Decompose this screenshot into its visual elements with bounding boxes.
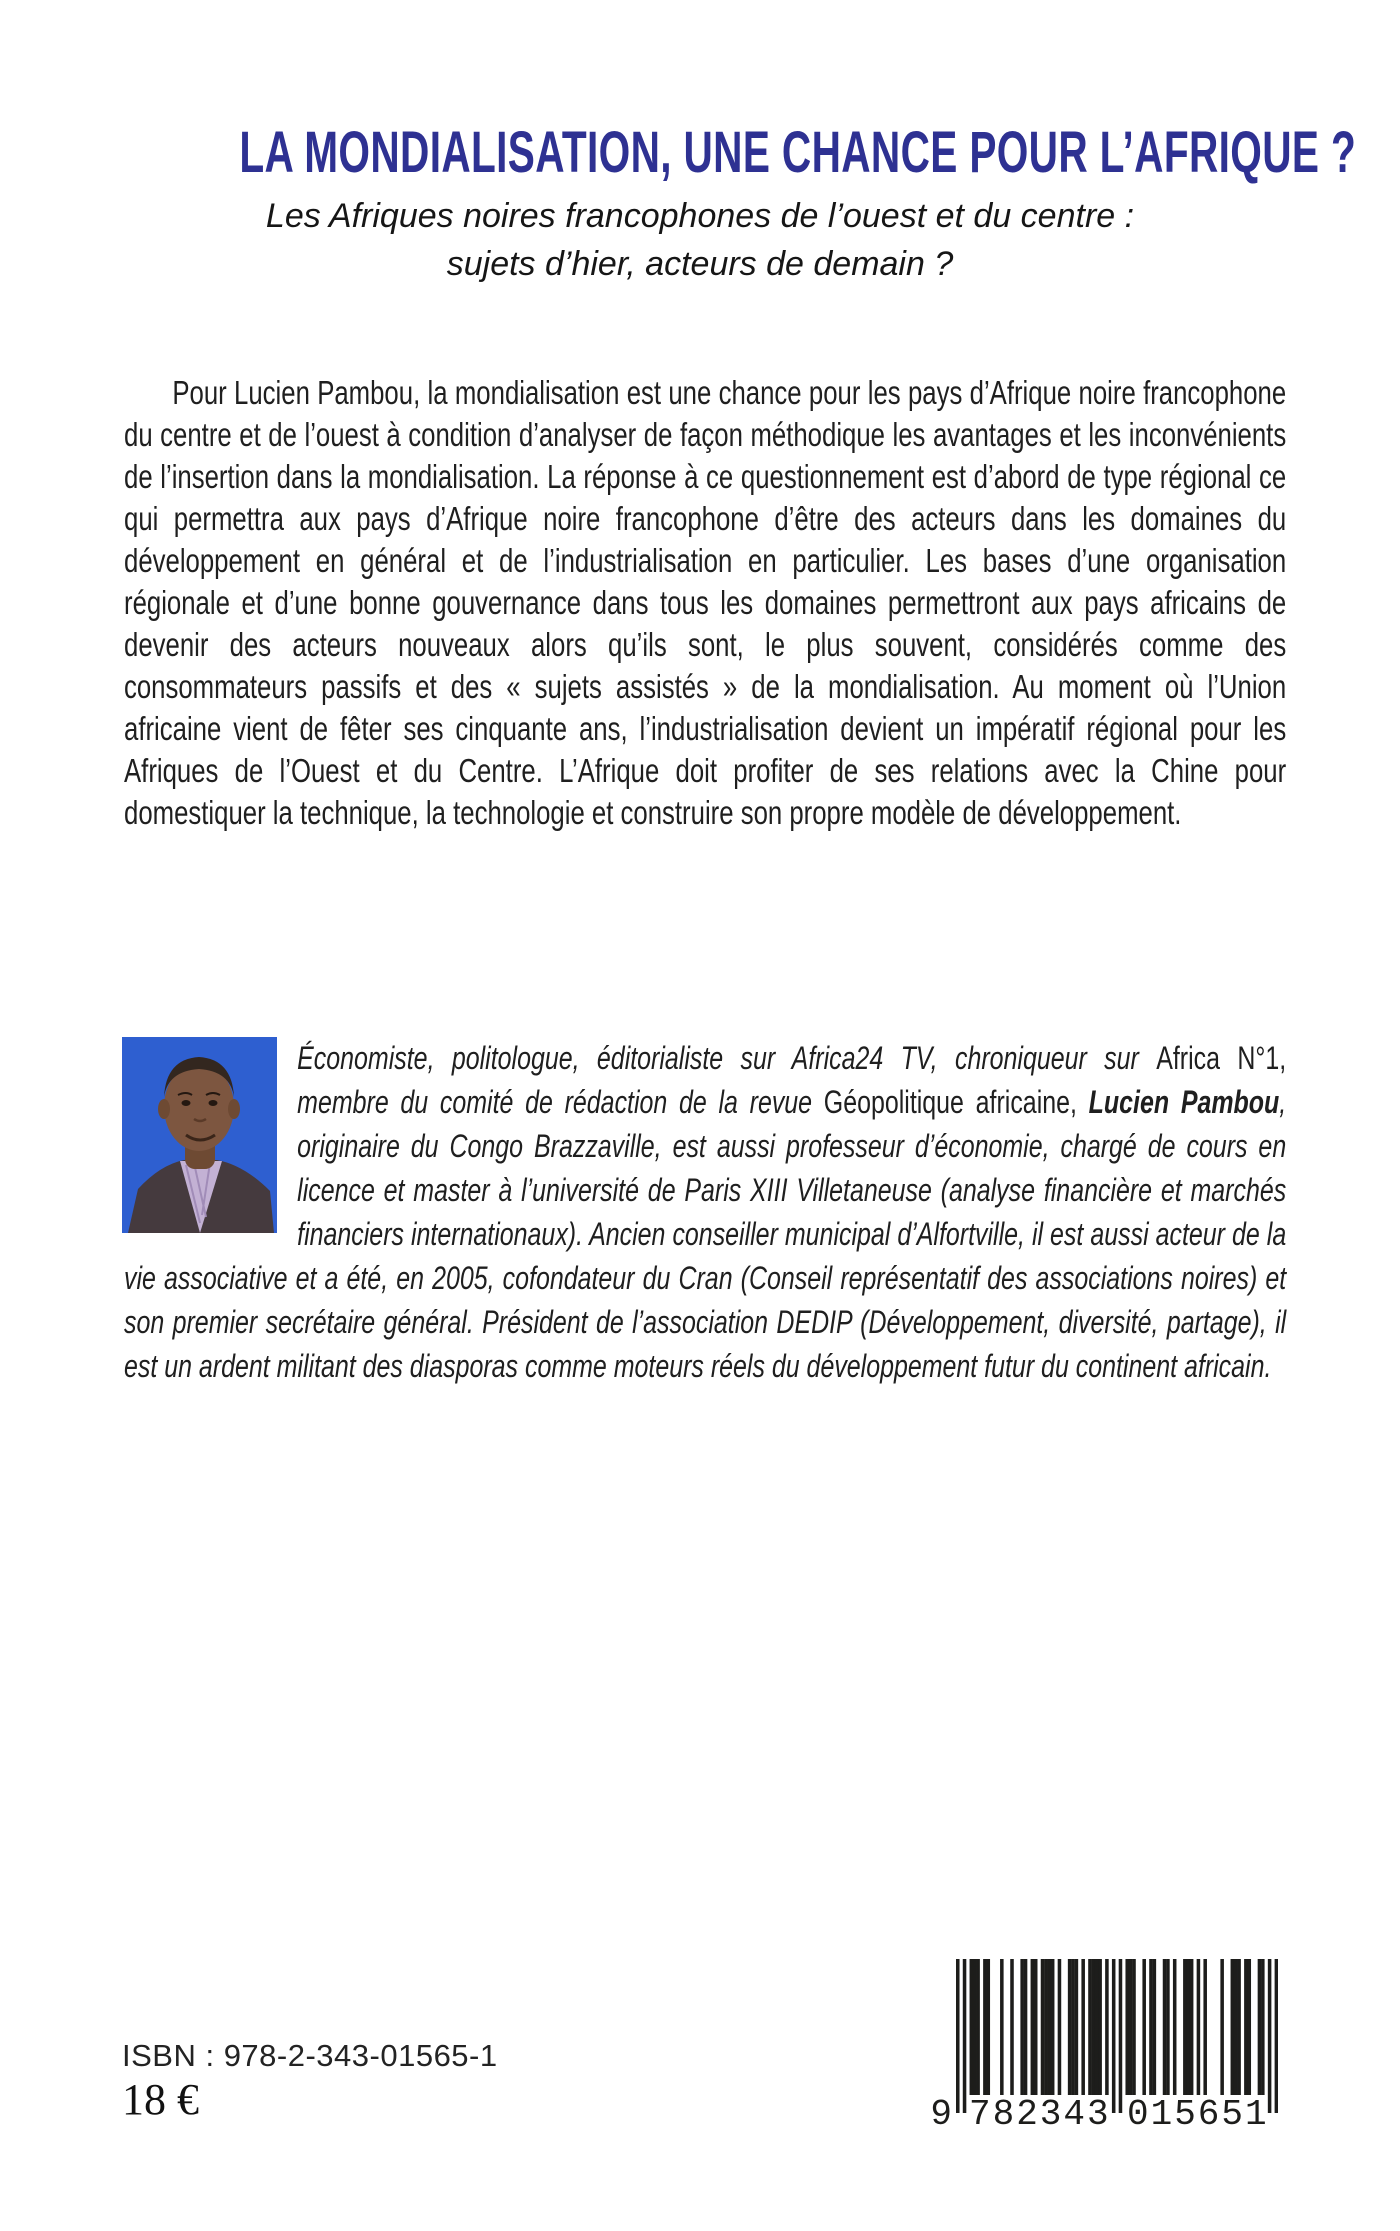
barcode-digits-left: 782343 — [969, 2094, 1111, 2135]
bio-segment: Géopolitique africaine, — [823, 1084, 1077, 1120]
synopsis-block — [124, 372, 1286, 834]
bio-segment: , originaire du Congo Brazzaville, est aussi professeur d’économie, chargé de cours en licence et master à l’université de Paris XIII Villetaneuse (analyse financière et marchés financiers internationaux). Ancien conseiller municipal d’Alfortville, il est aussi acteur de la vie associative et a été, en 2005, cofondateur du Cran (Conseil représentatif des associations noires) et son premier secrétaire général. Président de l’association DEDIP (Développement, diversité, partage), il est un ardent militant des diasporas comme moteurs réels du développement futur du continent africain. — [124, 1084, 1287, 1384]
bio-segment: Lucien Pambou — [1088, 1084, 1280, 1120]
book-title: LA MONDIALISATION, UNE CHANCE POUR L’AFRIQUE ? — [239, 120, 1357, 185]
subtitle-line-2: sujets d’hier, acteurs de demain ? — [446, 245, 954, 283]
isbn-text: ISBN : 978-2-343-01565-1 — [122, 2038, 498, 2073]
author-photo — [122, 1037, 277, 1233]
bio-segment: Africa N°1, — [1156, 1040, 1287, 1076]
title-row — [0, 120, 1400, 185]
bio-segment — [1077, 1084, 1089, 1120]
bio-segment: Économiste, politologue, éditorialiste sur Africa24 TV, chroniqueur sur — [297, 1040, 1157, 1076]
barcode-digits-right: 015651 — [1127, 2094, 1269, 2135]
subtitle-line-1: Les Afriques noires francophones de l’ouest et du centre : — [265, 197, 1135, 235]
bio-paragraph — [124, 1036, 1286, 1388]
price-text: 18 € — [122, 2075, 199, 2124]
synopsis-paragraph: Pour Lucien Pambou, la mondialisation est une chance pour les pays d’Afrique noire francophone du centre et de l’ouest à condition d’analyser de façon méthodique les avantages et les inconvénients de l’insertion dans la mondialisation. La réponse à ce questionnement est d’abord de type régional ce qui permettra aux pays d’Afrique noire francophone d’être des acteurs dans les domaines du développement en général et de l’industrialisation en particulier. Les bases d’une organisation régionale et d’une bonne gouvernance dans tous les domaines permettront aux pays africains de devenir des acteurs nouveaux alors qu’ils sont, le plus souvent, considérés comme des consommateurs passifs et des « sujets assistés » de la mondialisation. Au moment où l’Union africaine vient de fêter ses cinquante ans, l’industrialisation devient un impératif régional pour les Afriques de l’Ouest et du Centre. L’Afrique doit profiter de ses relations avec la Chine pour domestiquer la technique, la technologie et construire son propre modèle de développement. — [124, 374, 1287, 831]
barcode-digit-first: 9 — [930, 2094, 952, 2135]
author-portrait-illustration — [122, 1037, 277, 1233]
bio-segment: membre du comité de rédaction de la revue — [297, 1084, 824, 1120]
bio-block — [124, 1036, 1286, 1388]
book-subtitle — [0, 192, 1400, 288]
barcode-bars — [956, 1959, 1278, 2115]
